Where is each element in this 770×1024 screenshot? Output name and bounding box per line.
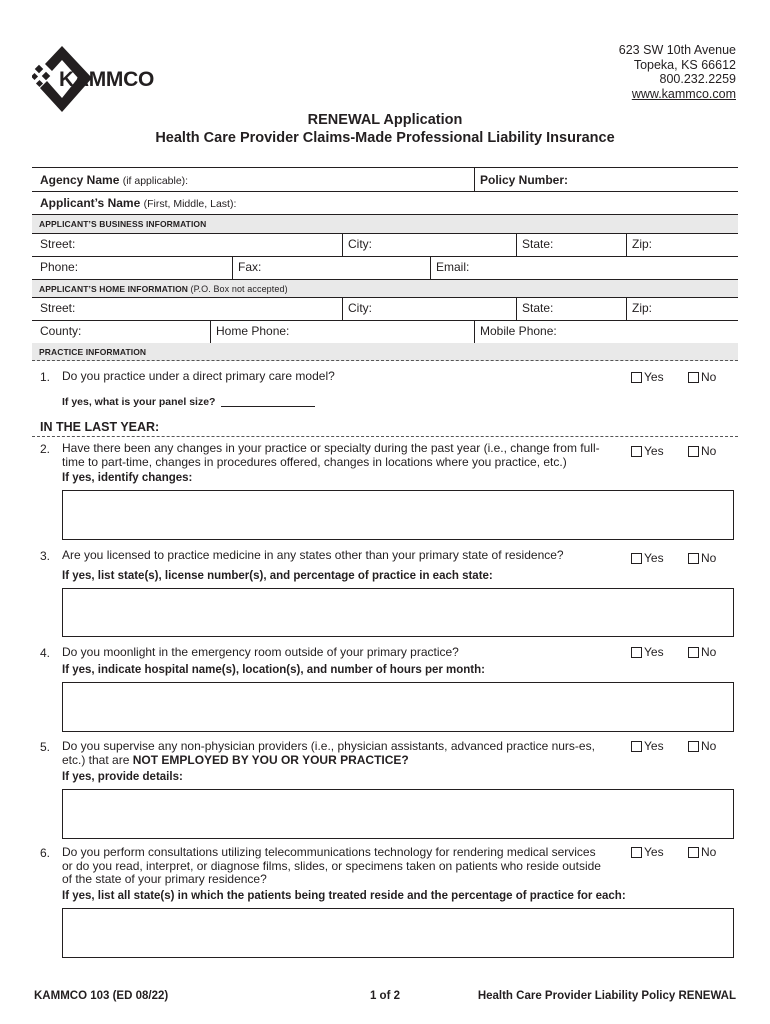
business-street-field[interactable]: Street:: [40, 237, 76, 251]
kammco-logo: [32, 46, 172, 118]
q4-yes-checkbox[interactable]: Yes: [631, 645, 664, 659]
business-city-field[interactable]: City:: [348, 237, 372, 251]
q2-answer-box[interactable]: [62, 490, 734, 540]
form-code: KAMMCO 103 (ED 08/22): [34, 990, 169, 1002]
mobile-phone-field[interactable]: Mobile Phone:: [480, 324, 557, 338]
q6-answer-box[interactable]: [62, 908, 734, 958]
home-zip-field[interactable]: Zip:: [632, 301, 653, 315]
q2-yes-checkbox[interactable]: Yes: [631, 444, 664, 458]
address-line-1: 623 SW 10th Avenue: [618, 43, 736, 57]
home-county-field[interactable]: County:: [40, 324, 82, 338]
in-the-last-year-heading: IN THE LAST YEAR:: [40, 420, 160, 434]
home-info-band: APPLICANT’S HOME INFORMATION (P.O. Box not accepted): [32, 280, 738, 298]
question-number: 5.: [40, 740, 51, 754]
home-street-field[interactable]: Street:: [40, 301, 76, 315]
question-number: 4.: [40, 646, 51, 660]
question-text: Do you practice under a direct primary care model?: [62, 369, 335, 383]
question-number: 1.: [40, 370, 51, 384]
business-state-field[interactable]: State:: [522, 237, 554, 251]
question-text: Do you supervise any non-physician providers (i.e., physician assistants, advanced practice nurs-es, etc.) that are NOT EMPLOYED BY YOU OR YOUR PRACTICE?: [62, 739, 595, 767]
company-website-link[interactable]: www.kammco.com: [631, 86, 736, 101]
question-text: Have there been any changes in your practice or specialty during the past year (i.e., change from full-time to part-time, changes in procedures offered, changes in locations where you practice, etc.): [62, 441, 600, 469]
question-number: 2.: [40, 442, 51, 456]
q3-answer-box[interactable]: [62, 588, 734, 637]
agency-name-field[interactable]: Agency Name (if applicable):: [40, 173, 189, 187]
question-subprompt: If yes, list all state(s) in which the patients being treated reside and the percentage of practice for each:: [62, 890, 626, 902]
question-number: 3.: [40, 549, 51, 563]
business-info-band: APPLICANT’S BUSINESS INFORMATION: [32, 215, 738, 233]
q1-yes-checkbox[interactable]: Yes: [631, 370, 664, 384]
question-subprompt: If yes, list state(s), license number(s), and percentage of practice in each state:: [62, 570, 493, 582]
form-subtitle: Health Care Provider Claims-Made Professional Liability Insurance: [155, 130, 615, 146]
question-text: Do you moonlight in the emergency room outside of your primary practice?: [62, 645, 459, 659]
business-fax-field[interactable]: Fax:: [238, 260, 262, 274]
applicant-name-field[interactable]: Applicant’s Name (First, Middle, Last):: [40, 196, 237, 210]
question-subprompt: If yes, indicate hospital name(s), location(s), and number of hours per month:: [62, 664, 485, 676]
logo-text: KAMMCO: [59, 68, 155, 91]
business-zip-field[interactable]: Zip:: [632, 237, 653, 251]
divider: [32, 167, 738, 168]
question-subprompt: If yes, what is your panel size?: [62, 396, 315, 408]
business-email-field[interactable]: Email:: [436, 260, 470, 274]
home-phone-field[interactable]: Home Phone:: [216, 324, 290, 338]
question-text: Do you perform consultations utilizing telecommunications technology for rendering medical services or do you read, interpret, or diagnose films, slides, or specimens taken on patients who reside outside of the state of your primary residence?: [62, 845, 601, 886]
question-subprompt: If yes, provide details:: [62, 771, 183, 783]
question-number: 6.: [40, 846, 51, 860]
address-line-2: Topeka, KS 66612: [633, 57, 736, 72]
company-address: [619, 43, 736, 101]
home-state-field[interactable]: State:: [522, 301, 554, 315]
q2-no-checkbox[interactable]: No: [688, 444, 716, 458]
q4-answer-box[interactable]: [62, 682, 734, 732]
q5-answer-box[interactable]: [62, 789, 734, 839]
policy-number-field[interactable]: Policy Number:: [480, 173, 569, 187]
home-city-field[interactable]: City:: [348, 301, 372, 315]
company-phone: 800.232.2259: [659, 72, 736, 86]
q6-no-checkbox[interactable]: No: [688, 845, 716, 859]
business-phone-field[interactable]: Phone:: [40, 260, 79, 274]
q4-no-checkbox[interactable]: No: [688, 645, 716, 659]
q3-yes-checkbox[interactable]: Yes: [631, 551, 664, 565]
q5-yes-checkbox[interactable]: Yes: [631, 739, 664, 753]
question-text: Are you licensed to practice medicine in any states other than your primary state of residence?: [62, 548, 564, 562]
footer-doc-title: Health Care Provider Liability Policy RENEWAL: [477, 990, 736, 1002]
question-subprompt: If yes, identify changes:: [62, 472, 193, 484]
q3-no-checkbox[interactable]: No: [688, 551, 716, 565]
practice-info-band: PRACTICE INFORMATION: [32, 343, 738, 361]
q6-yes-checkbox[interactable]: Yes: [631, 845, 664, 859]
form-title: RENEWAL Application: [307, 112, 463, 128]
q1-no-checkbox[interactable]: No: [688, 370, 716, 384]
page-number: 1 of 2: [369, 990, 401, 1002]
q5-no-checkbox[interactable]: No: [688, 739, 716, 753]
panel-size-input[interactable]: [221, 396, 315, 407]
